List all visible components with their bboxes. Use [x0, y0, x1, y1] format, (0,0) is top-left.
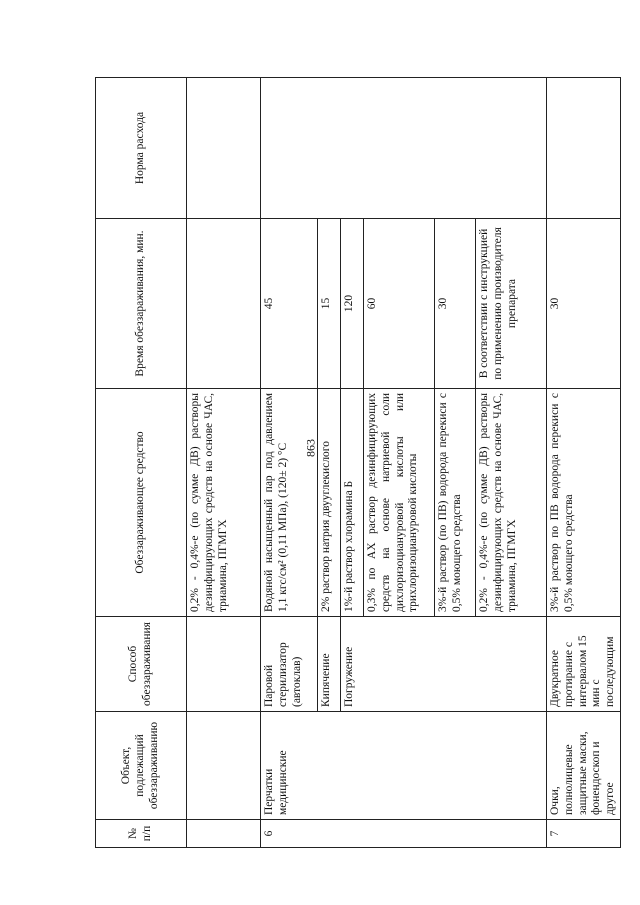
disinfection-table — [95, 77, 621, 848]
cell-empty — [547, 78, 621, 219]
cell-agent: 0,2% - 0,4%-е (по сумме ДВ) растворы дезинфицирующих средств на основе ЧАС, триамина, ПГМГХ — [187, 389, 261, 617]
cell-method: Погружение — [341, 617, 547, 712]
page-number: 863 — [303, 439, 318, 457]
table-header-row — [96, 78, 187, 848]
cell-method: Двукратное протирание с интервалом 15 мин с последующим — [547, 617, 621, 712]
cell-empty — [187, 617, 261, 712]
header-object: Объект, подлежащий обеззараживанию — [96, 712, 187, 820]
cell-time: 30 — [435, 219, 476, 389]
cell-num: 7 — [547, 820, 621, 848]
cell-empty — [187, 820, 261, 848]
header-norm: Норма расхода — [96, 78, 187, 219]
cell-method: Паровой стерилизатор (автоклав) — [261, 617, 318, 712]
table-row — [547, 78, 621, 848]
cell-empty — [187, 712, 261, 820]
cell-object: Перчатки медицинские — [261, 712, 547, 820]
table-row — [187, 78, 261, 848]
cell-agent: 1%-й раствор хлорамина Б — [341, 389, 364, 617]
cell-agent: 3%-й раствор по ПВ водорода перекиси с 0,5% моющего средства — [547, 389, 621, 617]
cell-time: 30 — [547, 219, 621, 389]
cell-empty — [187, 219, 261, 389]
cell-agent: 0,2% - 0,4%-е (по сумме ДВ) растворы дезинфицирующих средств на основе ЧАС, триамина, ПГМГХ — [476, 389, 547, 617]
rotated-page — [95, 78, 617, 848]
table-row — [261, 78, 318, 848]
cell-object: Очки, полнолицевые защитные маски, фонендоскоп и другое — [547, 712, 621, 820]
cell-agent: Водяной насыщенный пар под давлением 1,1 кгс/см² (0,11 МПа), (120± 2) °С — [261, 389, 318, 617]
header-method: Способ обеззараживания — [96, 617, 187, 712]
cell-time: 15 — [318, 219, 341, 389]
cell-agent: 3%-й раствор (по ПВ) водорода перекиси с 0,5% моющего средства — [435, 389, 476, 617]
cell-num: 6 — [261, 820, 547, 848]
cell-time: 120 — [341, 219, 364, 389]
cell-empty — [261, 78, 547, 219]
cell-agent: 2% раствор натрия двууглекислого — [318, 389, 341, 617]
header-num: № п/п — [96, 820, 187, 848]
cell-empty — [187, 78, 261, 219]
cell-method: Кипячение — [318, 617, 341, 712]
header-time: Время обеззараживания, мин. — [96, 219, 187, 389]
cell-agent: 0,3% по АХ раствор дезинфицирующих средств на основе натриевой соли дихлоризоциануровой кислоты или трихлоризоциануровой кислоты — [364, 389, 435, 617]
cell-time: 60 — [364, 219, 435, 389]
header-agent: Обеззараживающее средство — [96, 389, 187, 617]
cell-time: В соответствии с инструкцией по применению производителя препарата — [476, 219, 547, 389]
cell-time: 45 — [261, 219, 318, 389]
